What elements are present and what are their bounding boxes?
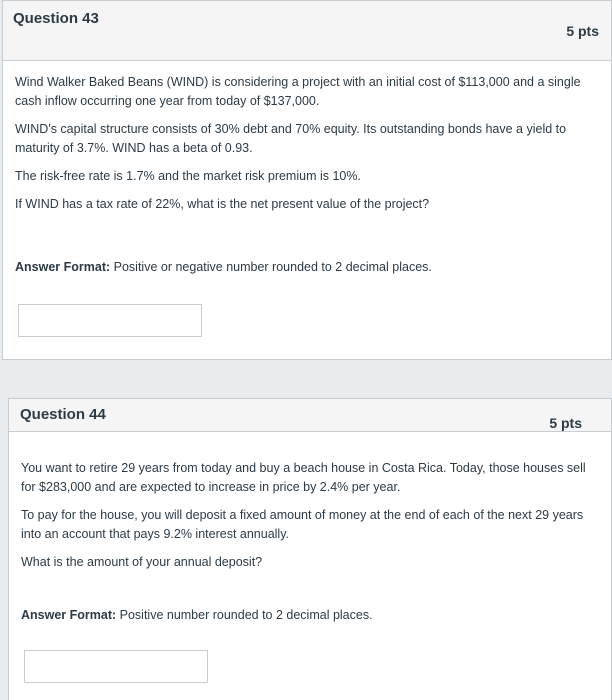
question-prompt: If WIND has a tax rate of 22%, what is the net present value of the project?: [15, 197, 430, 211]
question-body: [3, 61, 611, 277]
question-text: WIND's capital structure consists of 30% debt and 70% equity. Its outstanding bonds have a yield to maturity of 3.7%. WIND has a beta of 0.93.: [15, 122, 567, 155]
answer-format-text: Positive or negative number rounded to 2 decimal places.: [110, 260, 432, 274]
question-43: [2, 0, 612, 360]
question-body: [9, 432, 611, 625]
answer-format: [15, 258, 597, 277]
answer-format-text: Positive number rounded to 2 decimal places.: [116, 608, 373, 622]
question-prompt: What is the amount of your annual deposit?: [21, 555, 263, 569]
question-points: 5 pts: [566, 23, 599, 39]
question-text: You want to retire 29 years from today and buy a beach house in Costa Rica. Today, those houses sell for $283,000 and are expected to increase in price by 2.4% per year.: [21, 461, 586, 494]
answer-format: [21, 606, 589, 625]
question-header: [9, 399, 611, 432]
question-header: [3, 1, 611, 61]
question-text: The risk-free rate is 1.7% and the market risk premium is 10%.: [15, 169, 361, 183]
question-text: To pay for the house, you will deposit a fixed amount of money at the end of each of the next 29 years into an account that pays 9.2% interest annually.: [21, 508, 584, 541]
answer-format-label: Answer Format:: [15, 260, 111, 274]
question-title: Question 44: [20, 406, 106, 423]
question-title: Question 43: [13, 10, 99, 27]
answer-input[interactable]: [18, 304, 202, 337]
question-44: [8, 398, 612, 700]
answer-input[interactable]: [24, 650, 208, 683]
question-text: Wind Walker Baked Beans (WIND) is considering a project with an initial cost of $113,000 and a single cash inflow occurring one year from today of $137,000.: [15, 75, 581, 108]
question-points: 5 pts: [549, 415, 582, 431]
answer-format-label: Answer Format:: [21, 608, 117, 622]
